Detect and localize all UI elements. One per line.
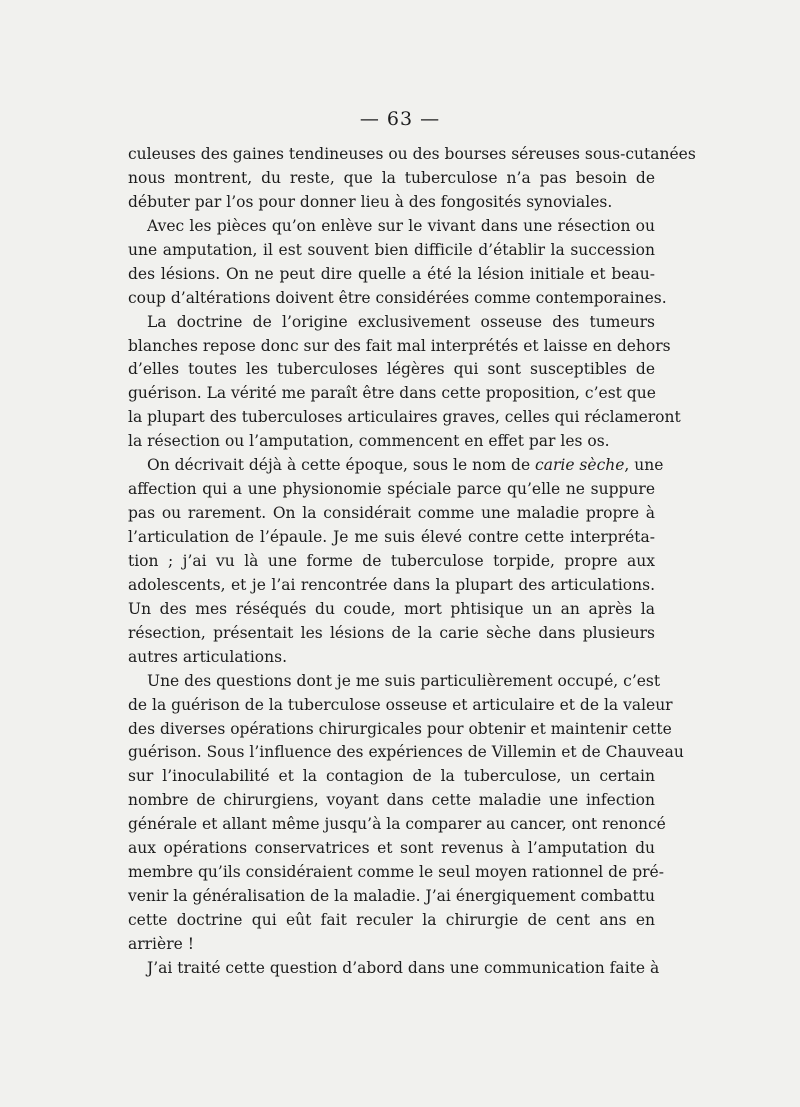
text-line: nous montrent, du reste, que la tuberculose n’a pas besoin de xyxy=(128,168,655,187)
line-start: On décrivait déjà à cette époque, sous le nom de xyxy=(147,456,536,475)
text-line: générale et allant même jusqu’à la comparer au cancer, ont renoncé xyxy=(128,815,666,834)
text-line: guérison. Sous l’influence des expériences de Villemin et de Chauveau xyxy=(128,743,684,762)
text-line: débuter par l’os pour donner lieu à des fongosités synoviales. xyxy=(128,192,613,211)
italic-term: carie sèche xyxy=(535,456,625,475)
text-line: l’articulation de l’épaule. Je me suis élevé contre cette interpréta- xyxy=(128,528,655,546)
text-line: de la guérison de la tuberculose osseuse et articulaire et de la valeur xyxy=(128,695,673,714)
text-line: culeuses des gaines tendineuses ou des bourses séreuses sous-cutanées xyxy=(128,145,696,163)
text-line: J’ai traité cette question d’abord dans une communication faite à xyxy=(147,958,660,977)
text-line: blanches repose donc sur des fait mal interprétés et laisse en dehors xyxy=(128,336,671,355)
text-line: résection, présentait les lésions de la carie sèche dans plusieurs xyxy=(128,623,655,642)
text-line: affection qui a une physionomie spéciale parce qu’elle ne suppure xyxy=(128,480,655,499)
text-line: une amputation, il est souvent bien difficile d’établir la succession xyxy=(128,240,655,259)
body-text xyxy=(128,143,696,981)
text-line-with-italic xyxy=(128,454,664,478)
text-line: la résection ou l’amputation, commencent en effet par les os. xyxy=(128,432,610,451)
text-line: des lésions. On ne peut dire quelle a été la lésion initiale et beau- xyxy=(128,264,655,283)
text-line: membre qu’ils considéraient comme le seul moyen rationnel de pré- xyxy=(128,863,664,882)
text-line: d’elles toutes les tuberculoses légères qui sont susceptibles de xyxy=(128,360,655,379)
text-line: La doctrine de l’origine exclusivement osseuse des tumeurs xyxy=(147,312,655,331)
text-line: adolescents, et je l’ai rencontrée dans la plupart des articulations. xyxy=(128,575,655,594)
text-line: la plupart des tuberculoses articulaires graves, celles qui réclameront xyxy=(128,408,681,427)
text-line: aux opérations conservatrices et sont revenus à l’amputation du xyxy=(128,839,655,858)
text-line: des diverses opérations chirurgicales pour obtenir et maintenir cette xyxy=(128,719,672,738)
text-line: venir la généralisation de la maladie. J’ai énergiquement combattu xyxy=(128,887,655,906)
text-line: nombre de chirurgiens, voyant dans cette maladie une infection xyxy=(128,791,655,810)
text-line: guérison. La vérité me paraît être dans cette proposition, c’est que xyxy=(128,384,656,403)
text-line: cette doctrine qui eût fait reculer la chirurgie de cent ans en xyxy=(128,911,655,929)
text-line: arrière ! xyxy=(128,934,194,953)
text-line: pas ou rarement. On la considérait comme une maladie propre à xyxy=(128,504,655,523)
text-line: Une des questions dont je me suis particulièrement occupé, c’est xyxy=(147,671,661,690)
text-line: autres articulations. xyxy=(128,647,287,666)
text-line: coup d’altérations doivent être considérées comme contemporaines. xyxy=(128,288,667,307)
line-end: , une xyxy=(624,456,664,475)
text-line: Avec les pièces qu’on enlève sur le vivant dans une résection ou xyxy=(147,216,655,235)
text-line: Un des mes réséqués du coude, mort phtisique un an après la xyxy=(128,599,655,618)
text-line: sur l’inoculabilité et la contagion de la tuberculose, un certain xyxy=(128,767,655,786)
text-line: tion ; j’ai vu là une forme de tuberculose torpide, propre aux xyxy=(128,551,655,570)
page-number: — 63 — xyxy=(359,108,441,130)
